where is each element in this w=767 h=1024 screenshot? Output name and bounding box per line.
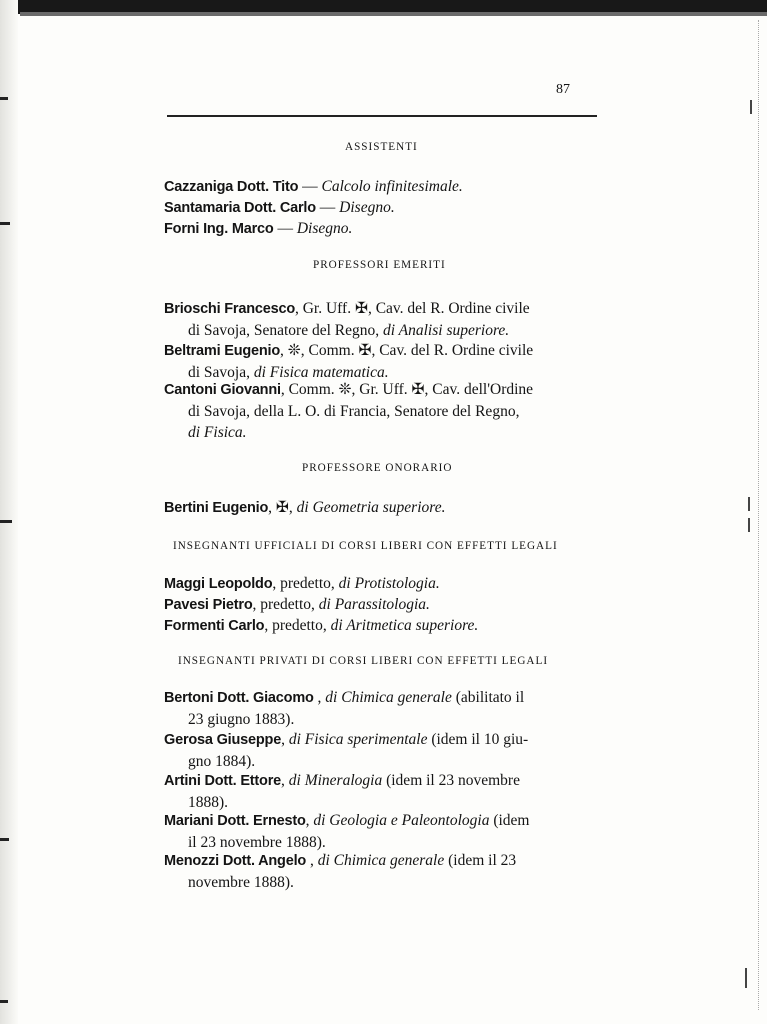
scan-mark (0, 1000, 8, 1003)
person-name: Menozzi Dott. Angelo (164, 853, 307, 869)
scan-mark (745, 968, 747, 988)
directory-entry (164, 298, 530, 341)
entry-continuation (164, 422, 533, 443)
entry-text: , ❊, Comm. ✠, Cav. del R. Ordine civile (280, 342, 534, 359)
person-name: Santamaria Dott. Carlo (164, 200, 316, 216)
entry-text: di Savoja, (188, 364, 254, 381)
entry-line (164, 850, 516, 872)
header-rule (167, 115, 597, 117)
entry-line (164, 615, 478, 637)
entry-line (164, 218, 352, 240)
entry-line (164, 729, 528, 751)
directory-entry (164, 197, 395, 219)
directory-entry (164, 594, 430, 616)
entry-continuation (164, 320, 530, 341)
entry-continuation (164, 872, 516, 893)
scan-mark (748, 518, 750, 532)
entry-continuation (164, 401, 533, 422)
page-number: 87 (556, 82, 570, 97)
entry-text: , (281, 772, 289, 789)
entry-continuation (164, 709, 524, 730)
subject-text: di Mineralogia (288, 772, 383, 789)
entry-note: (idem (489, 812, 530, 829)
scan-mark (0, 838, 9, 841)
scan-mark (0, 520, 12, 523)
subject-text: di Protistologia. (338, 575, 440, 592)
entry-note: (idem il 23 (444, 852, 517, 869)
subject-text: di Fisica sperimentale (288, 731, 428, 748)
person-name: Gerosa Giuseppe (164, 732, 282, 748)
directory-entry (164, 497, 445, 519)
entry-text: 1888). (188, 794, 229, 811)
scan-mark (748, 497, 750, 511)
entry-text: novembre 1888). (188, 874, 294, 891)
entry-note: (abilitato il (451, 689, 525, 706)
directory-entry (164, 615, 478, 637)
entry-line (164, 340, 533, 362)
entry-text: , predetto, (252, 596, 319, 613)
section-heading: ASSISTENTI (345, 141, 418, 153)
subject-text: di Chimica generale (325, 689, 452, 706)
entry-line (164, 176, 463, 198)
directory-entry (164, 770, 520, 813)
entry-text: , predetto, (264, 617, 331, 634)
scan-top-shadow (20, 12, 767, 16)
scan-mark (750, 100, 752, 114)
scan-mark (0, 97, 8, 100)
person-name: Beltrami Eugenio (164, 343, 281, 359)
person-name: Bertoni Dott. Giacomo (164, 690, 314, 706)
directory-entry (164, 176, 463, 198)
subject-text: Disegno. (296, 220, 353, 237)
subject-text: Disegno. (339, 199, 395, 216)
directory-entry (164, 340, 533, 383)
entry-text: di Savoja, della L. O. di Francia, Senatore del Regno, (188, 403, 520, 420)
entry-text: 23 giugno 1883). (188, 711, 295, 728)
entry-line (164, 687, 524, 709)
entry-text: , Gr. Uff. ✠, Cav. del R. Ordine civile (294, 300, 530, 317)
entry-line (164, 770, 520, 792)
subject-text: di Parassitologia. (318, 596, 430, 613)
person-name: Mariani Dott. Ernesto (164, 813, 306, 829)
section-heading: INSEGNANTI UFFICIALI DI CORSI LIBERI CON EFFETTI LEGALI (173, 540, 558, 552)
entry-text: , (281, 731, 289, 748)
directory-entry (164, 379, 533, 443)
entry-line (164, 497, 445, 519)
entry-note: (idem il 23 novembre (382, 772, 520, 789)
subject-text: di Analisi superiore. (383, 322, 510, 339)
subject-text: di Fisica. (188, 424, 247, 441)
subject-text: di Chimica generale (317, 852, 445, 869)
subject-text: di Aritmetica superiore. (330, 617, 479, 634)
scan-left-edge (0, 0, 18, 1024)
entry-line (164, 197, 395, 219)
entry-text: — (315, 199, 340, 216)
person-name: Brioschi Francesco (164, 301, 295, 317)
subject-text: di Fisica matematica. (253, 364, 389, 381)
entry-text: — (273, 220, 297, 237)
subject-text: di Geometria superiore. (296, 499, 446, 516)
subject-text: di Geologia e Paleontologia (313, 812, 490, 829)
directory-entry (164, 218, 352, 240)
entry-line (164, 573, 440, 595)
entry-continuation (164, 751, 528, 772)
entry-text: , Comm. ❊, Gr. Uff. ✠, Cav. dell'Ordine (280, 381, 534, 398)
entry-text: gno 1884). (188, 753, 256, 770)
entry-line (164, 810, 529, 832)
entry-line (164, 298, 530, 320)
entry-text: il 23 novembre 1888). (188, 834, 326, 851)
scan-right-edge (758, 20, 761, 1010)
entry-text: — (298, 178, 322, 195)
entry-line (164, 379, 533, 401)
person-name: Cazzaniga Dott. Tito (164, 179, 299, 195)
section-heading: PROFESSORE ONORARIO (302, 462, 453, 474)
person-name: Bertini Eugenio (164, 500, 269, 516)
entry-text: , (313, 689, 326, 706)
directory-entry (164, 573, 440, 595)
entry-text: , predetto, (272, 575, 339, 592)
person-name: Artini Dott. Ettore (164, 773, 282, 789)
section-heading: PROFESSORI EMERITI (313, 259, 446, 271)
directory-entry (164, 850, 516, 893)
entry-text: , ✠, (268, 499, 297, 516)
person-name: Cantoni Giovanni (164, 382, 281, 398)
subject-text: Calcolo infinitesimale. (321, 178, 463, 195)
section-heading: INSEGNANTI PRIVATI DI CORSI LIBERI CON EFFETTI LEGALI (178, 655, 549, 667)
scan-mark (0, 222, 10, 225)
person-name: Pavesi Pietro (164, 597, 253, 613)
person-name: Maggi Leopoldo (164, 576, 273, 592)
directory-entry (164, 687, 524, 730)
entry-text: , (305, 812, 314, 829)
entry-note: (idem il 10 giu- (427, 731, 529, 748)
entry-text: di Savoja, Senatore del Regno, (188, 322, 383, 339)
person-name: Formenti Carlo (164, 618, 265, 634)
person-name: Forni Ing. Marco (164, 221, 274, 237)
entry-text: , (306, 852, 318, 869)
directory-entry (164, 810, 529, 853)
entry-line (164, 594, 430, 616)
directory-entry (164, 729, 528, 772)
